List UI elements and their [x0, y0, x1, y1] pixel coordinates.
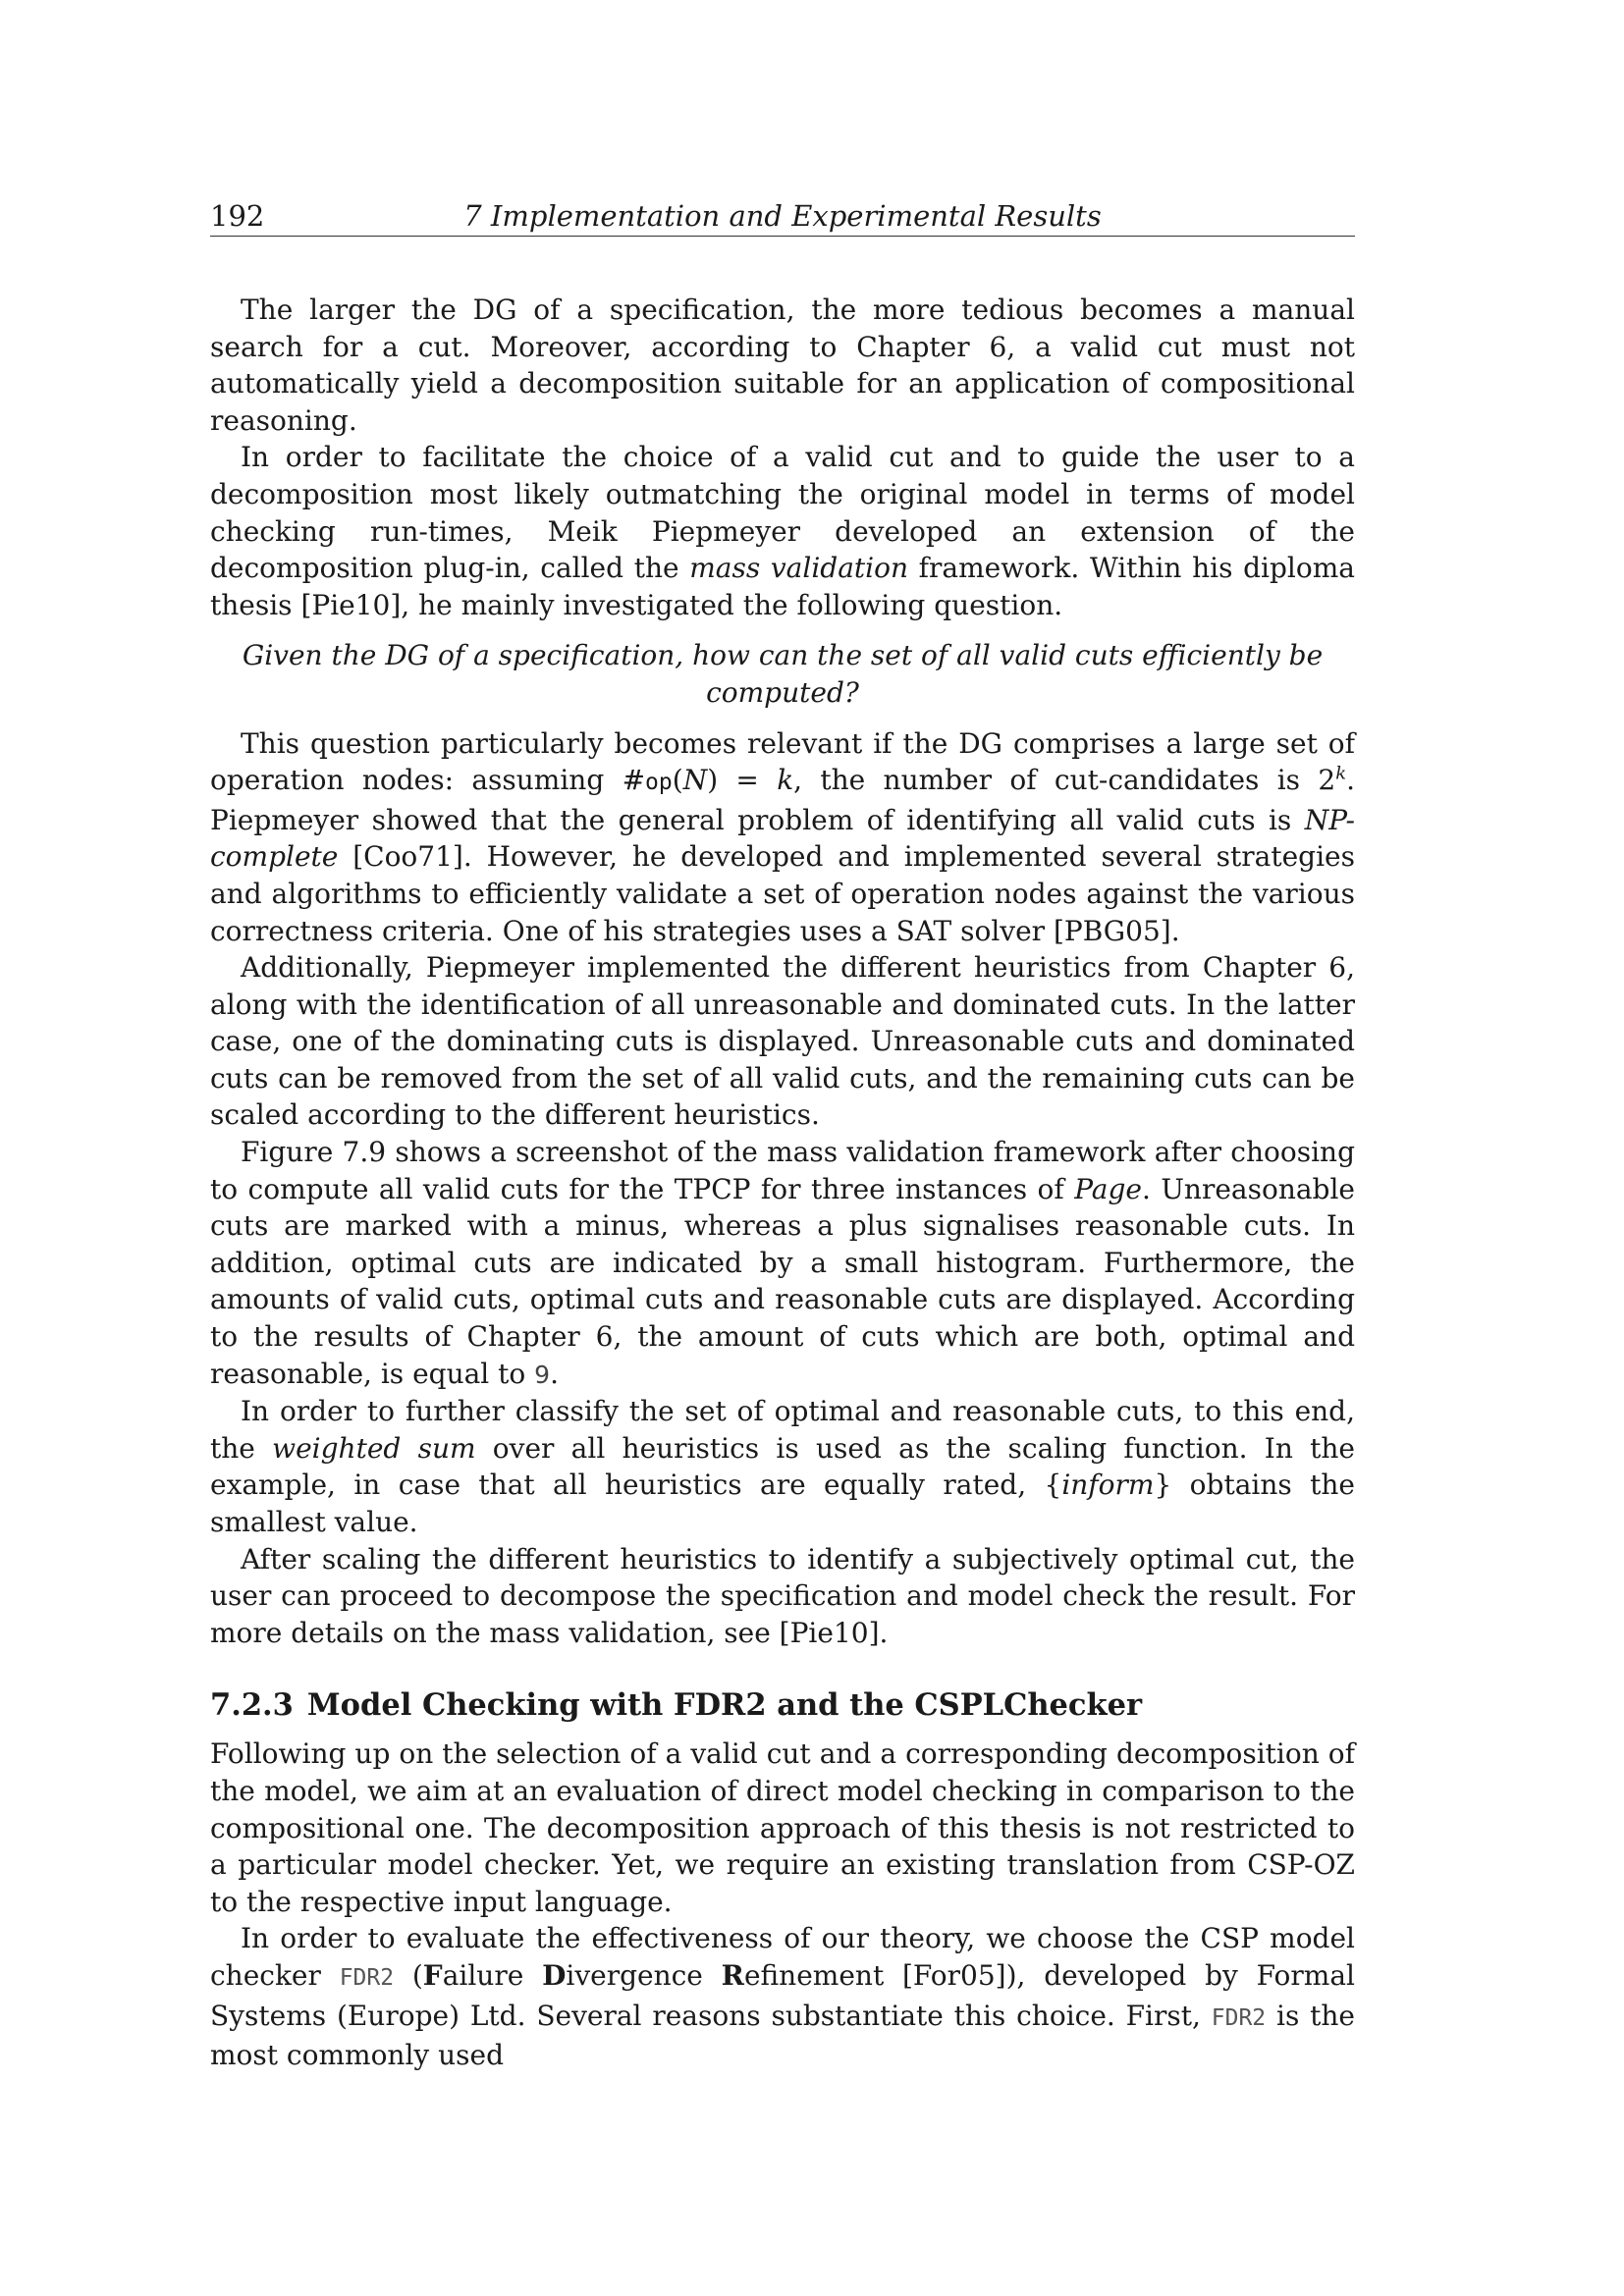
tool-name-fdr2: FDR2 — [339, 1964, 395, 1991]
paragraph-5: Figure 7.9 shows a screenshot of the mass validation framework after choosing to compute all valid cuts for the TPCP for three instances of Page. Unreasonable cuts are marked with a minus, whereas a plus signalises reasonable cuts. In addition, optimal cuts are indicated by a small histogram. Furthermore, the amounts of valid cuts, optimal cuts and reasonable cuts are displayed. According to the results of Chapter 6, the amount of cuts which are both, optimal and reasonable, is equal to 9. — [210, 1136, 1356, 1390]
paragraph-3: This question particularly becomes relevant if the DG comprises a large set of operation nodes: assuming #op(N) = k, the number of cut-candidates is 2$^k$. Piepmeyer showed that the general problem of identifying all valid cuts is NP-complete [Coo71]. However, he developed and implemented several strategies and algorithms to efficiently validate a set of operation nodes against the various correctness criteria. One of his strategies uses a SAT solver [PBG05]. — [210, 726, 1356, 947]
paragraph-4: Additionally, Piepmeyer implemented the different heuristics from Chapter 6, along with the identification of all unreasonable and dominated cuts. In the latter case, one of the dominating cuts is displayed. Unreasonable cuts and dominated cuts can be removed from the set of all valid cuts, and the remaining cuts can be scaled according to the different heuristics. — [210, 951, 1355, 1132]
paragraph-6: In order to further classify the set of optimal and reasonable cuts, to this end, the weighted sum over all heuristics is used as the scaling function. In the example, in case that all heuristics are equally rated, {inform} obtains the smallest value. — [210, 1395, 1355, 1538]
term-mass-validation: mass validation — [689, 552, 908, 585]
section-paragraph-1: Following up on the selection of a valid cut and a corresponding decomposition of the model, we aim at an evaluation of direct model checking in comparison to the compositional one. The decomposition approach of this thesis is not restricted to a particular model checker. Yet, we require an existing translation from CSP-OZ to the respective input language. — [210, 1737, 1355, 1918]
section-number: 7.2.3 — [210, 1687, 294, 1724]
section-paragraph-2: In order to evaluate the effectiveness of our theory, we choose the CSP model checker FDR2 (Failure Divergence Refinement [For05]), developed by Formal Systems (Europe) Ltd. Several reasons substantiate this choice. First, FDR2 is the most commonly used — [210, 1922, 1356, 2072]
page — [210, 196, 1355, 2074]
term-np-complete: NP-complete — [210, 803, 1355, 874]
op-function: op — [645, 770, 673, 796]
section-title: Model Checking with FDR2 and the CSPLChecker — [306, 1687, 1143, 1724]
section-heading — [210, 1684, 1355, 1726]
term-page: Page — [1074, 1172, 1142, 1205]
body-text — [210, 292, 1355, 2074]
chapter-title: 7 Implementation and Experimental Results — [463, 199, 1102, 233]
term-weighted-sum: weighted sum — [272, 1431, 476, 1465]
page-number: 192 — [210, 199, 265, 233]
paragraph-1: The larger the DG of a specification, the more tedious becomes a manual search for a cut. Moreover, according to Chapter 6, a valid cut must not automatically yield a decomposition suitable for an application of compositional reasoning. — [210, 294, 1355, 437]
tool-name-fdr2: FDR2 — [1211, 2004, 1267, 2031]
paragraph-7: After scaling the different heuristics to identify a subjectively optimal cut, the user can proceed to decompose the specification and model check the result. For more details on the mass validation, see [Pie10]. — [210, 1542, 1355, 1649]
running-header — [210, 196, 1355, 237]
research-question: Given the DG of a specification, how can the set of all valid cuts efficiently be computed? — [242, 639, 1324, 709]
paragraph-2: In order to facilitate the choice of a valid cut and to guide the user to a decomposition most likely outmatching the original model in terms of model checking run-times, Meik Piepmeyer developed an extension of the decomposition plug-in, called the mass validation framework. Within his diploma thesis [Pie10], he mainly investigated the following question. — [210, 441, 1355, 621]
